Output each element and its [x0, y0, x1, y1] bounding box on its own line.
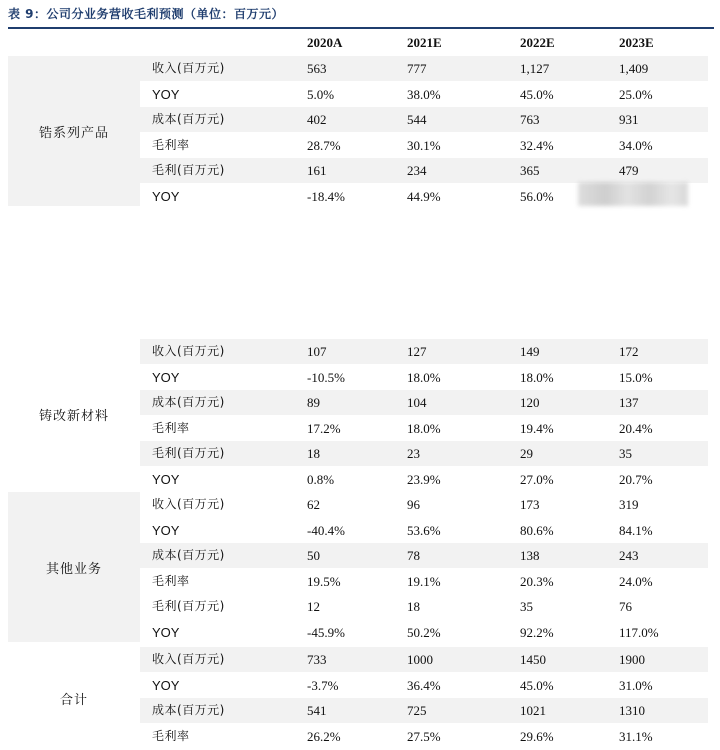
cell-2021e: 234: [407, 163, 427, 179]
row-label: YOY: [152, 677, 180, 693]
cell-2023e: 479: [619, 163, 639, 179]
cell-2021e: 18.0%: [407, 420, 441, 436]
table-row: [140, 543, 708, 568]
cell-2022e: 27.0%: [520, 472, 554, 487]
table-row: [140, 518, 708, 543]
group-label: 铸改新材料: [38, 408, 109, 424]
cell-2023e: 35: [619, 446, 632, 462]
cell-2020a: 62: [307, 497, 320, 512]
column-header-2023e: 2023E: [619, 35, 654, 50]
cell-2022e: 18.0%: [520, 369, 554, 385]
cell-2021e: 18.0%: [407, 369, 441, 385]
row-label: 成本(百万元): [152, 395, 225, 410]
cell-2023e: 34.0%: [619, 137, 653, 153]
cell-2023e: 15.0%: [619, 369, 653, 385]
cell-2023e: 1900: [619, 652, 645, 667]
cell-2021e: 18: [407, 599, 420, 615]
cell-2022e: 56.0%: [520, 189, 554, 204]
table-row: [140, 390, 708, 415]
cell-2021e: 78: [407, 548, 420, 564]
table-row: [140, 158, 708, 183]
row-label: 成本(百万元): [152, 112, 225, 127]
cell-2020a: 402: [307, 112, 327, 128]
table-title: 表 9：公司分业务营收毛利预测（单位：百万元）: [8, 7, 285, 21]
row-label: 毛利(百万元): [152, 599, 225, 614]
cell-2022e: 45.0%: [520, 677, 554, 693]
row-label: 成本(百万元): [152, 548, 225, 563]
cell-2020a: 161: [307, 163, 327, 179]
cell-2021e: 53.6%: [407, 522, 441, 538]
column-header-2020a: 2020A: [307, 35, 343, 50]
cell-2020a: 18: [307, 446, 320, 462]
cell-2021e: 544: [407, 112, 427, 128]
cell-2021e: 777: [407, 61, 427, 76]
cell-2022e: 1,127: [520, 61, 550, 76]
cell-2020a: 12: [307, 599, 320, 615]
row-label: 毛利(百万元): [152, 163, 225, 178]
cell-2021e: 50.2%: [407, 625, 441, 640]
cell-2020a: -40.4%: [307, 522, 345, 538]
cell-2022e: 92.2%: [520, 625, 554, 640]
cell-2023e: 117.0%: [619, 625, 659, 640]
group-label: 锆系列产品: [8, 56, 140, 206]
table-row: [140, 82, 708, 107]
table-row: [140, 647, 708, 672]
table-row: [140, 724, 708, 749]
cell-2020a: 17.2%: [307, 420, 341, 436]
cell-2023e: 319: [619, 497, 639, 512]
cell-2023e: 1,409: [619, 61, 649, 76]
row-label: 收入(百万元): [152, 652, 225, 666]
cell-2021e: 23.9%: [407, 472, 441, 487]
row-label: 毛利率: [152, 137, 190, 152]
column-header-2022e: 2022E: [520, 35, 555, 50]
table-row: [140, 569, 708, 594]
cell-2022e: 1450: [520, 652, 546, 667]
row-label: 毛利(百万元): [152, 446, 225, 461]
row-label: 成本(百万元): [152, 703, 225, 718]
cell-2020a: 28.7%: [307, 137, 341, 153]
cell-2022e: 365: [520, 163, 540, 179]
column-header-2021e: 2021E: [407, 35, 442, 50]
cell-2023e: 931: [619, 112, 639, 128]
cell-2022e: 138: [520, 548, 540, 564]
row-label: YOY: [152, 522, 180, 538]
cell-2020a: -3.7%: [307, 677, 339, 693]
redacted-cell: [578, 182, 688, 206]
cell-2021e: 38.0%: [407, 86, 441, 102]
cell-2020a: 107: [307, 344, 327, 359]
cell-2022e: 29: [520, 446, 533, 462]
table-row: [140, 620, 708, 645]
cell-2021e: 23: [407, 446, 420, 462]
cell-2022e: 19.4%: [520, 420, 554, 436]
cell-2023e: 172: [619, 344, 639, 359]
cell-2023e: 20.7%: [619, 472, 653, 487]
cell-2023e: 24.0%: [619, 573, 653, 589]
table-row: [140, 441, 708, 466]
cell-2020a: 541: [307, 703, 327, 719]
cell-2023e: 1310: [619, 703, 645, 719]
cell-2023e: 137: [619, 395, 639, 411]
cell-2022e: 1021: [520, 703, 546, 719]
row-label: 收入(百万元): [152, 344, 225, 358]
table-row: [140, 673, 708, 698]
cell-2021e: 127: [407, 344, 427, 359]
cell-2023e: 31.1%: [619, 728, 653, 744]
cell-2022e: 29.6%: [520, 728, 554, 744]
cell-2022e: 120: [520, 395, 540, 411]
cell-2020a: 563: [307, 61, 327, 76]
cell-2021e: 27.5%: [407, 728, 441, 744]
cell-2022e: 32.4%: [520, 137, 554, 153]
cell-2020a: 26.2%: [307, 728, 341, 744]
cell-2021e: 96: [407, 497, 420, 512]
group-label: 其他业务: [8, 492, 140, 642]
cell-2022e: 763: [520, 112, 540, 128]
table-row: [140, 133, 708, 158]
cell-2021e: 44.9%: [407, 189, 441, 204]
table-row: [140, 339, 708, 364]
cell-2022e: 45.0%: [520, 86, 554, 102]
row-label: YOY: [152, 86, 180, 102]
cell-2020a: -18.4%: [307, 189, 345, 204]
table-row: [140, 698, 708, 723]
table-row: [140, 594, 708, 619]
cell-2023e: 25.0%: [619, 86, 653, 102]
row-label: 毛利率: [152, 420, 190, 435]
cell-2020a: 733: [307, 652, 327, 667]
cell-2022e: 20.3%: [520, 573, 554, 589]
table-row: [140, 416, 708, 441]
cell-2021e: 30.1%: [407, 137, 441, 153]
cell-2023e: 84.1%: [619, 522, 653, 538]
cell-2020a: 0.8%: [307, 472, 335, 487]
cell-2020a: -45.9%: [307, 625, 345, 640]
row-label: YOY: [152, 625, 180, 640]
cell-2023e: 20.4%: [619, 420, 653, 436]
cell-2023e: 76: [619, 599, 632, 615]
cell-2020a: -10.5%: [307, 369, 345, 385]
cell-2022e: 149: [520, 344, 540, 359]
cell-2021e: 19.1%: [407, 573, 441, 589]
row-label: YOY: [152, 472, 180, 487]
group-label: 合计: [59, 693, 88, 708]
cell-2021e: 725: [407, 703, 427, 719]
cell-2020a: 50: [307, 548, 320, 564]
cell-2021e: 104: [407, 395, 427, 411]
table-row: [140, 56, 708, 81]
table-row: [140, 492, 708, 517]
cell-2020a: 89: [307, 395, 320, 411]
cell-2022e: 35: [520, 599, 533, 615]
table-row: [140, 467, 708, 492]
cell-2021e: 1000: [407, 652, 433, 667]
table-top-rule: [8, 27, 714, 29]
cell-2023e: 31.0%: [619, 677, 653, 693]
cell-2022e: 173: [520, 497, 540, 512]
row-label: 毛利率: [152, 728, 190, 743]
row-label: 收入(百万元): [152, 497, 225, 511]
cell-2020a: 19.5%: [307, 573, 341, 589]
row-label: 毛利率: [152, 573, 190, 588]
table-row: [140, 365, 708, 390]
cell-2020a: 5.0%: [307, 86, 335, 102]
row-label: YOY: [152, 189, 180, 204]
cell-2021e: 36.4%: [407, 677, 441, 693]
row-label: YOY: [152, 369, 180, 385]
table-row: [140, 107, 708, 132]
cell-2022e: 80.6%: [520, 522, 554, 538]
cell-2023e: 243: [619, 548, 639, 564]
row-label: 收入(百万元): [152, 61, 225, 75]
